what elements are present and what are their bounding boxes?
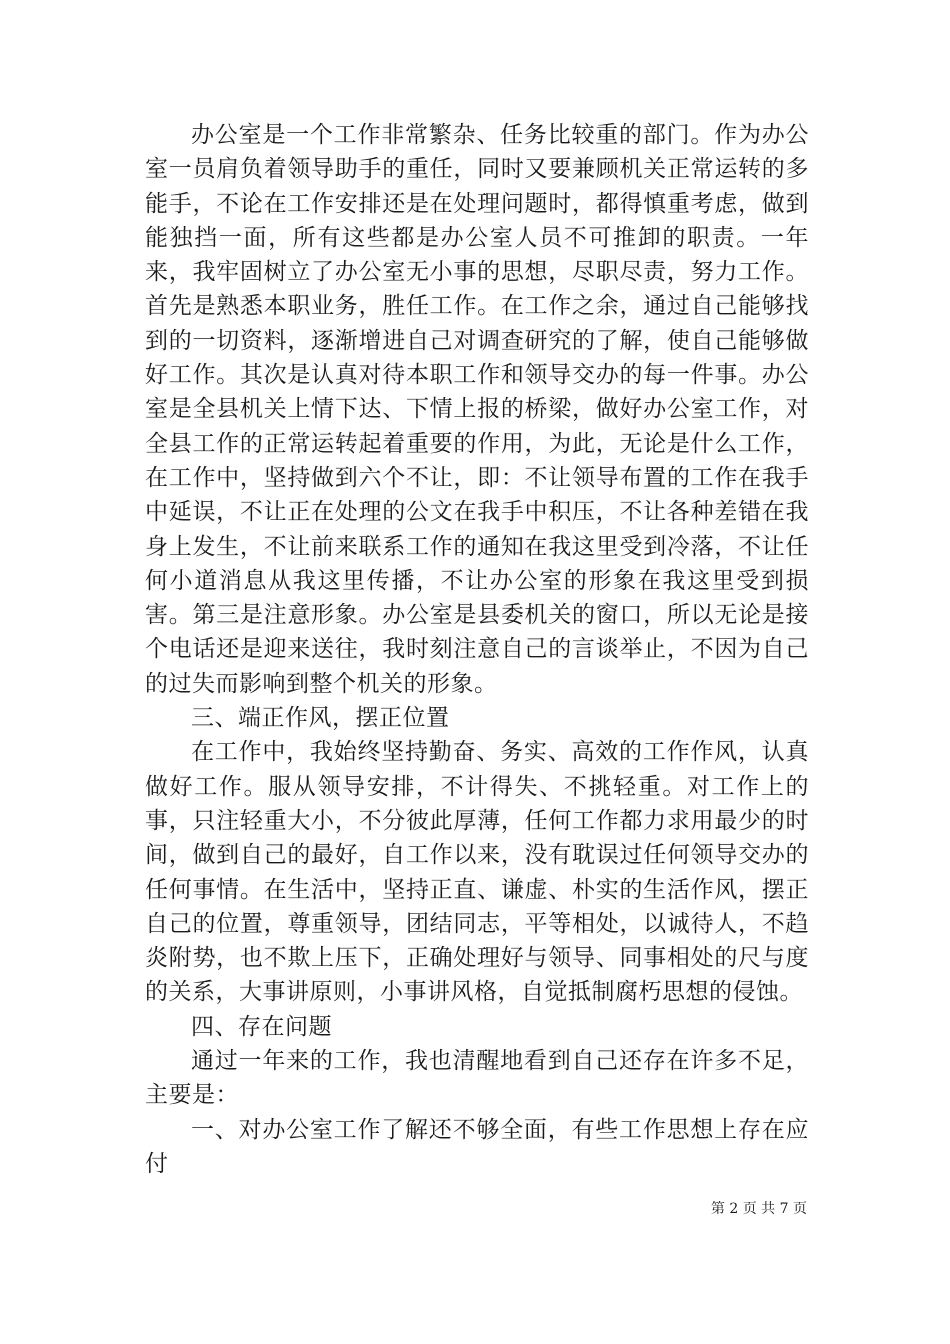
page-number-footer: 第 2 页 共 7 页 — [710, 1201, 807, 1217]
section-heading-problems: 四、存在问题 — [191, 1013, 332, 1040]
paragraph-work-style: 在工作中，我始终坚持勤奋、务实、高效的工作作风，认真做好工作。服从领导安排，不计得失、不挑轻重。对工作上的事，只注轻重大小，不分彼此厚薄，任何工作都力求用最少的时间，做到自己的最好，自工作以来，没有耽误过任何领导交办的任何事情。在生活中，坚持正直、谦虚、朴实的生活作风，摆正自己的位置，尊重领导，团结同志，平等相处，以诚待人，不趋炎附势，也不欺上压下，正确处理好与领导、同事相处的尺与度的关系，大事讲原则，小事讲风格，自觉抵制腐朽思想的侵蚀。 — [145, 739, 809, 1006]
paragraph-problem-one: 一、对办公室工作了解还不够全面，有些工作思想上存在应付 — [145, 1116, 809, 1177]
paragraph-office-duties: 办公室是一个工作非常繁杂、任务比较重的部门。作为办公室一员肩负着领导助手的重任，同时又要兼顾机关正常运转的多能手，不论在工作安排还是在处理问题时，都得慎重考虑，做到能独挡一面，所有这些都是办公室人员不可推卸的职责。一年来，我牢固树立了办公室无小事的思想，尽职尽责，努力工作。首先是熟悉本职业务，胜任工作。在工作之余，通过自己能够找到的一切资料，逐渐增进自己对调查研究的了解，使自己能够做好工作。其次是认真对待本职工作和领导交办的每一件事。办公室是全县机关上情下达、下情上报的桥梁，做好办公室工作，对全县工作的正常运转起着重要的作用，为此，无论是什么工作，在工作中，坚持做到六个不让，即：不让领导布置的工作在我手中延误，不让正在处理的公文在我手中积压，不让各种差错在我身上发生，不让前来联系工作的通知在我这里受到冷落，不让任何小道消息从我这里传播，不让办公室的形象在我这里受到损害。第三是注意形象。办公室是县委机关的窗口，所以无论是接个电话还是迎来送往，我时刻注意自己的言谈举止，不因为自己的过失而影响到整个机关的形象。 — [145, 122, 809, 697]
section-heading-work-style: 三、端正作风，摆正位置 — [191, 705, 450, 732]
document-body — [145, 118, 809, 1181]
paragraph-problems-intro: 通过一年来的工作，我也清醒地看到自己还存在许多不足，主要是： — [145, 1048, 809, 1109]
